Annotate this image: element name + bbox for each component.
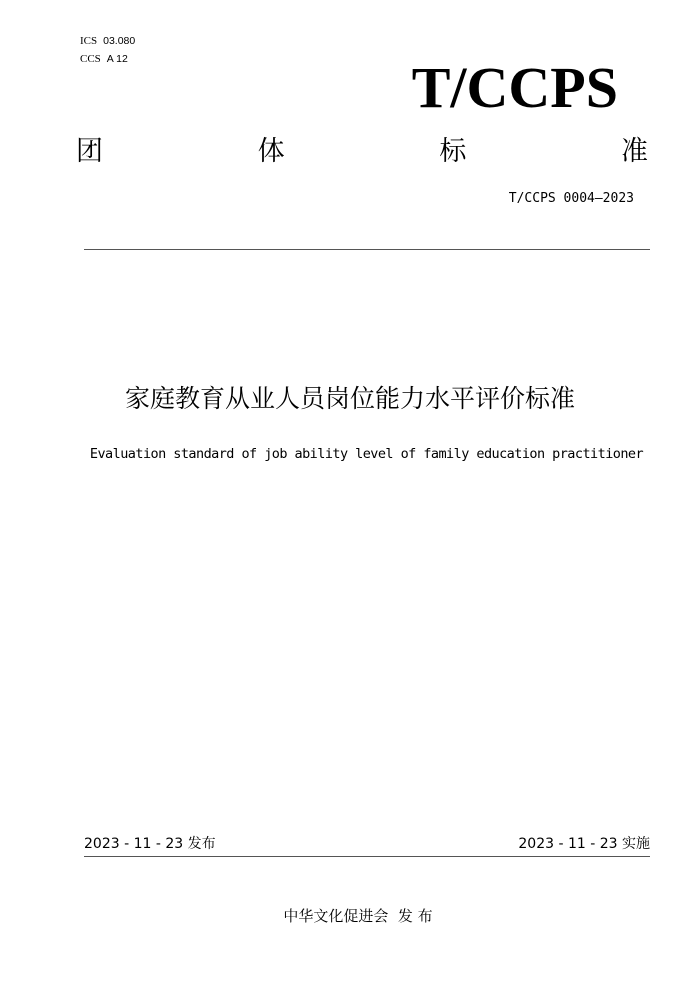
ics-code	[80, 34, 135, 48]
footer-divider	[84, 856, 650, 857]
title-english: Evaluation standard of job ability level of family education practitioner	[89, 446, 644, 462]
ccs-code	[80, 52, 128, 66]
ics-label: ICS	[80, 35, 98, 47]
header-divider	[84, 249, 650, 250]
ccs-label: CCS	[80, 53, 101, 65]
category-char: 团	[76, 136, 103, 167]
standard-category	[76, 134, 648, 170]
standard-number: T/CCPS 0004—2023	[508, 191, 634, 206]
publisher: 中华文化促进会 发 布	[283, 907, 433, 925]
organization-code: T/CCPS	[411, 55, 618, 120]
category-char: 准	[620, 136, 648, 167]
category-char: 体	[257, 136, 285, 167]
title-chinese: 家庭教育从业人员岗位能力水平评价标准	[124, 384, 575, 413]
ccs-value: A 12	[106, 53, 128, 65]
ics-value: 03.080	[103, 35, 136, 47]
implementation-date: 2023 - 11 - 23 实施	[518, 836, 650, 852]
category-char: 标	[439, 136, 467, 167]
issue-date: 2023 - 11 - 23 发布	[84, 836, 216, 852]
